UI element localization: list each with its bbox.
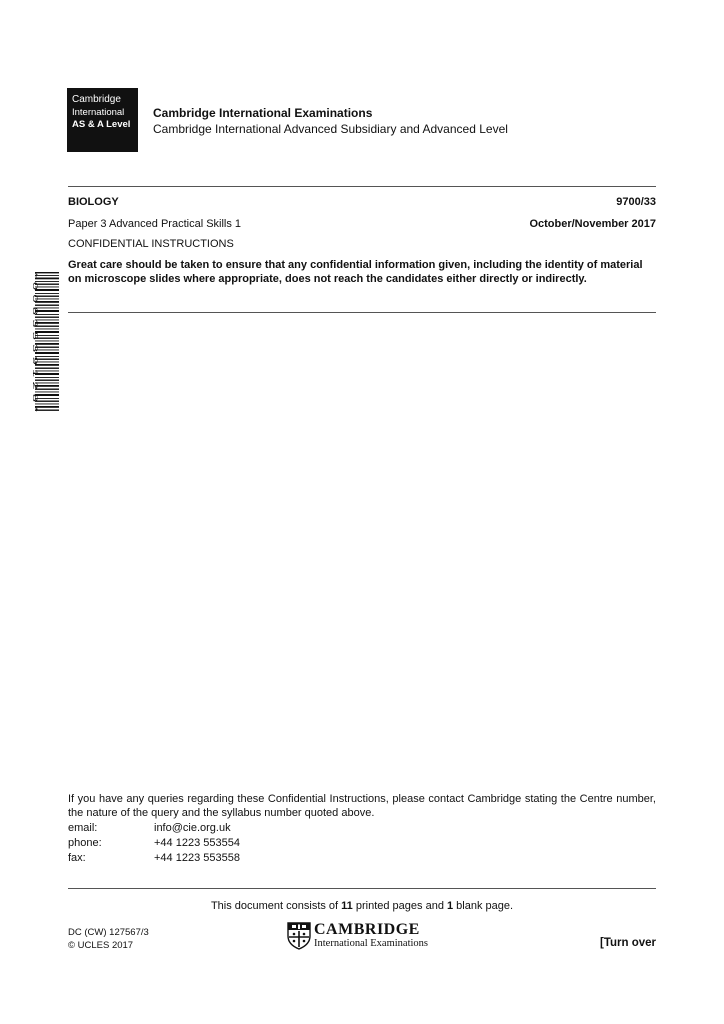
- cambridge-crest-icon: [287, 922, 311, 955]
- printed-pages-count: 11: [341, 900, 353, 912]
- paper-title: Paper 3 Advanced Practical Skills 1: [68, 218, 242, 230]
- paper-code: 9700/33: [616, 196, 656, 208]
- contact-fax-label: fax:: [68, 852, 86, 864]
- cambridge-as-a-level-logo: [67, 88, 138, 152]
- contact-fax-value: +44 1223 553558: [154, 852, 240, 864]
- confidentiality-warning: Great care should be taken to ensure that any confidential information given, including the identity of material on microscope slides where appropriate, does not reach the candidates either directly or indirectly.: [68, 259, 643, 285]
- divider-warning: [68, 312, 656, 313]
- logo-line-3: AS & A Level: [72, 119, 131, 130]
- qualification-title: Cambridge International Advanced Subsidiary and Advanced Level: [153, 122, 508, 136]
- cambridge-brand: CAMBRIDGE: [314, 921, 420, 938]
- contact-email-row: [68, 822, 231, 834]
- turn-over-label: [Turn over: [599, 937, 656, 949]
- blank-pages-count: 1: [447, 900, 454, 912]
- logo-line-2: International: [72, 106, 125, 118]
- page-count-middle: printed pages and: [352, 900, 447, 912]
- barcode-graphic: [29, 272, 59, 412]
- document-reference: DC (CW) 127567/3: [68, 927, 149, 938]
- queries-text: If you have any queries regarding these Confidential Instructions, please contact Cambridge stating the Centre number, the nature of the query and the syllabus number quoted above.: [68, 793, 656, 819]
- contact-phone-value: +44 1223 553554: [154, 837, 240, 849]
- divider-top: [68, 186, 656, 187]
- page-count-suffix: blank page.: [453, 900, 514, 912]
- exam-session: October/November 2017: [529, 218, 656, 230]
- subject: BIOLOGY: [68, 196, 119, 208]
- contact-email-value: info@cie.org.uk: [154, 822, 231, 834]
- barcode-digits: * 0 0 8 3 5 3 9 1 2 8 *: [31, 272, 38, 334]
- exam-board-title: Cambridge International Examinations: [153, 106, 373, 120]
- logo-line-1: Cambridge: [72, 94, 121, 105]
- document-type: CONFIDENTIAL INSTRUCTIONS: [68, 238, 234, 250]
- contact-email-label: email:: [68, 822, 98, 834]
- contact-fax-row: [68, 852, 240, 864]
- page-count-prefix: This document consists of: [210, 900, 342, 912]
- contact-phone-label: phone:: [68, 837, 102, 849]
- cambridge-brand-subtitle: International Examinations: [314, 938, 429, 949]
- divider-footer: [68, 888, 656, 889]
- copyright-notice: © UCLES 2017: [68, 940, 134, 951]
- page-count-statement: [0, 900, 724, 912]
- barcode: [29, 272, 59, 412]
- contact-phone-row: [68, 837, 240, 849]
